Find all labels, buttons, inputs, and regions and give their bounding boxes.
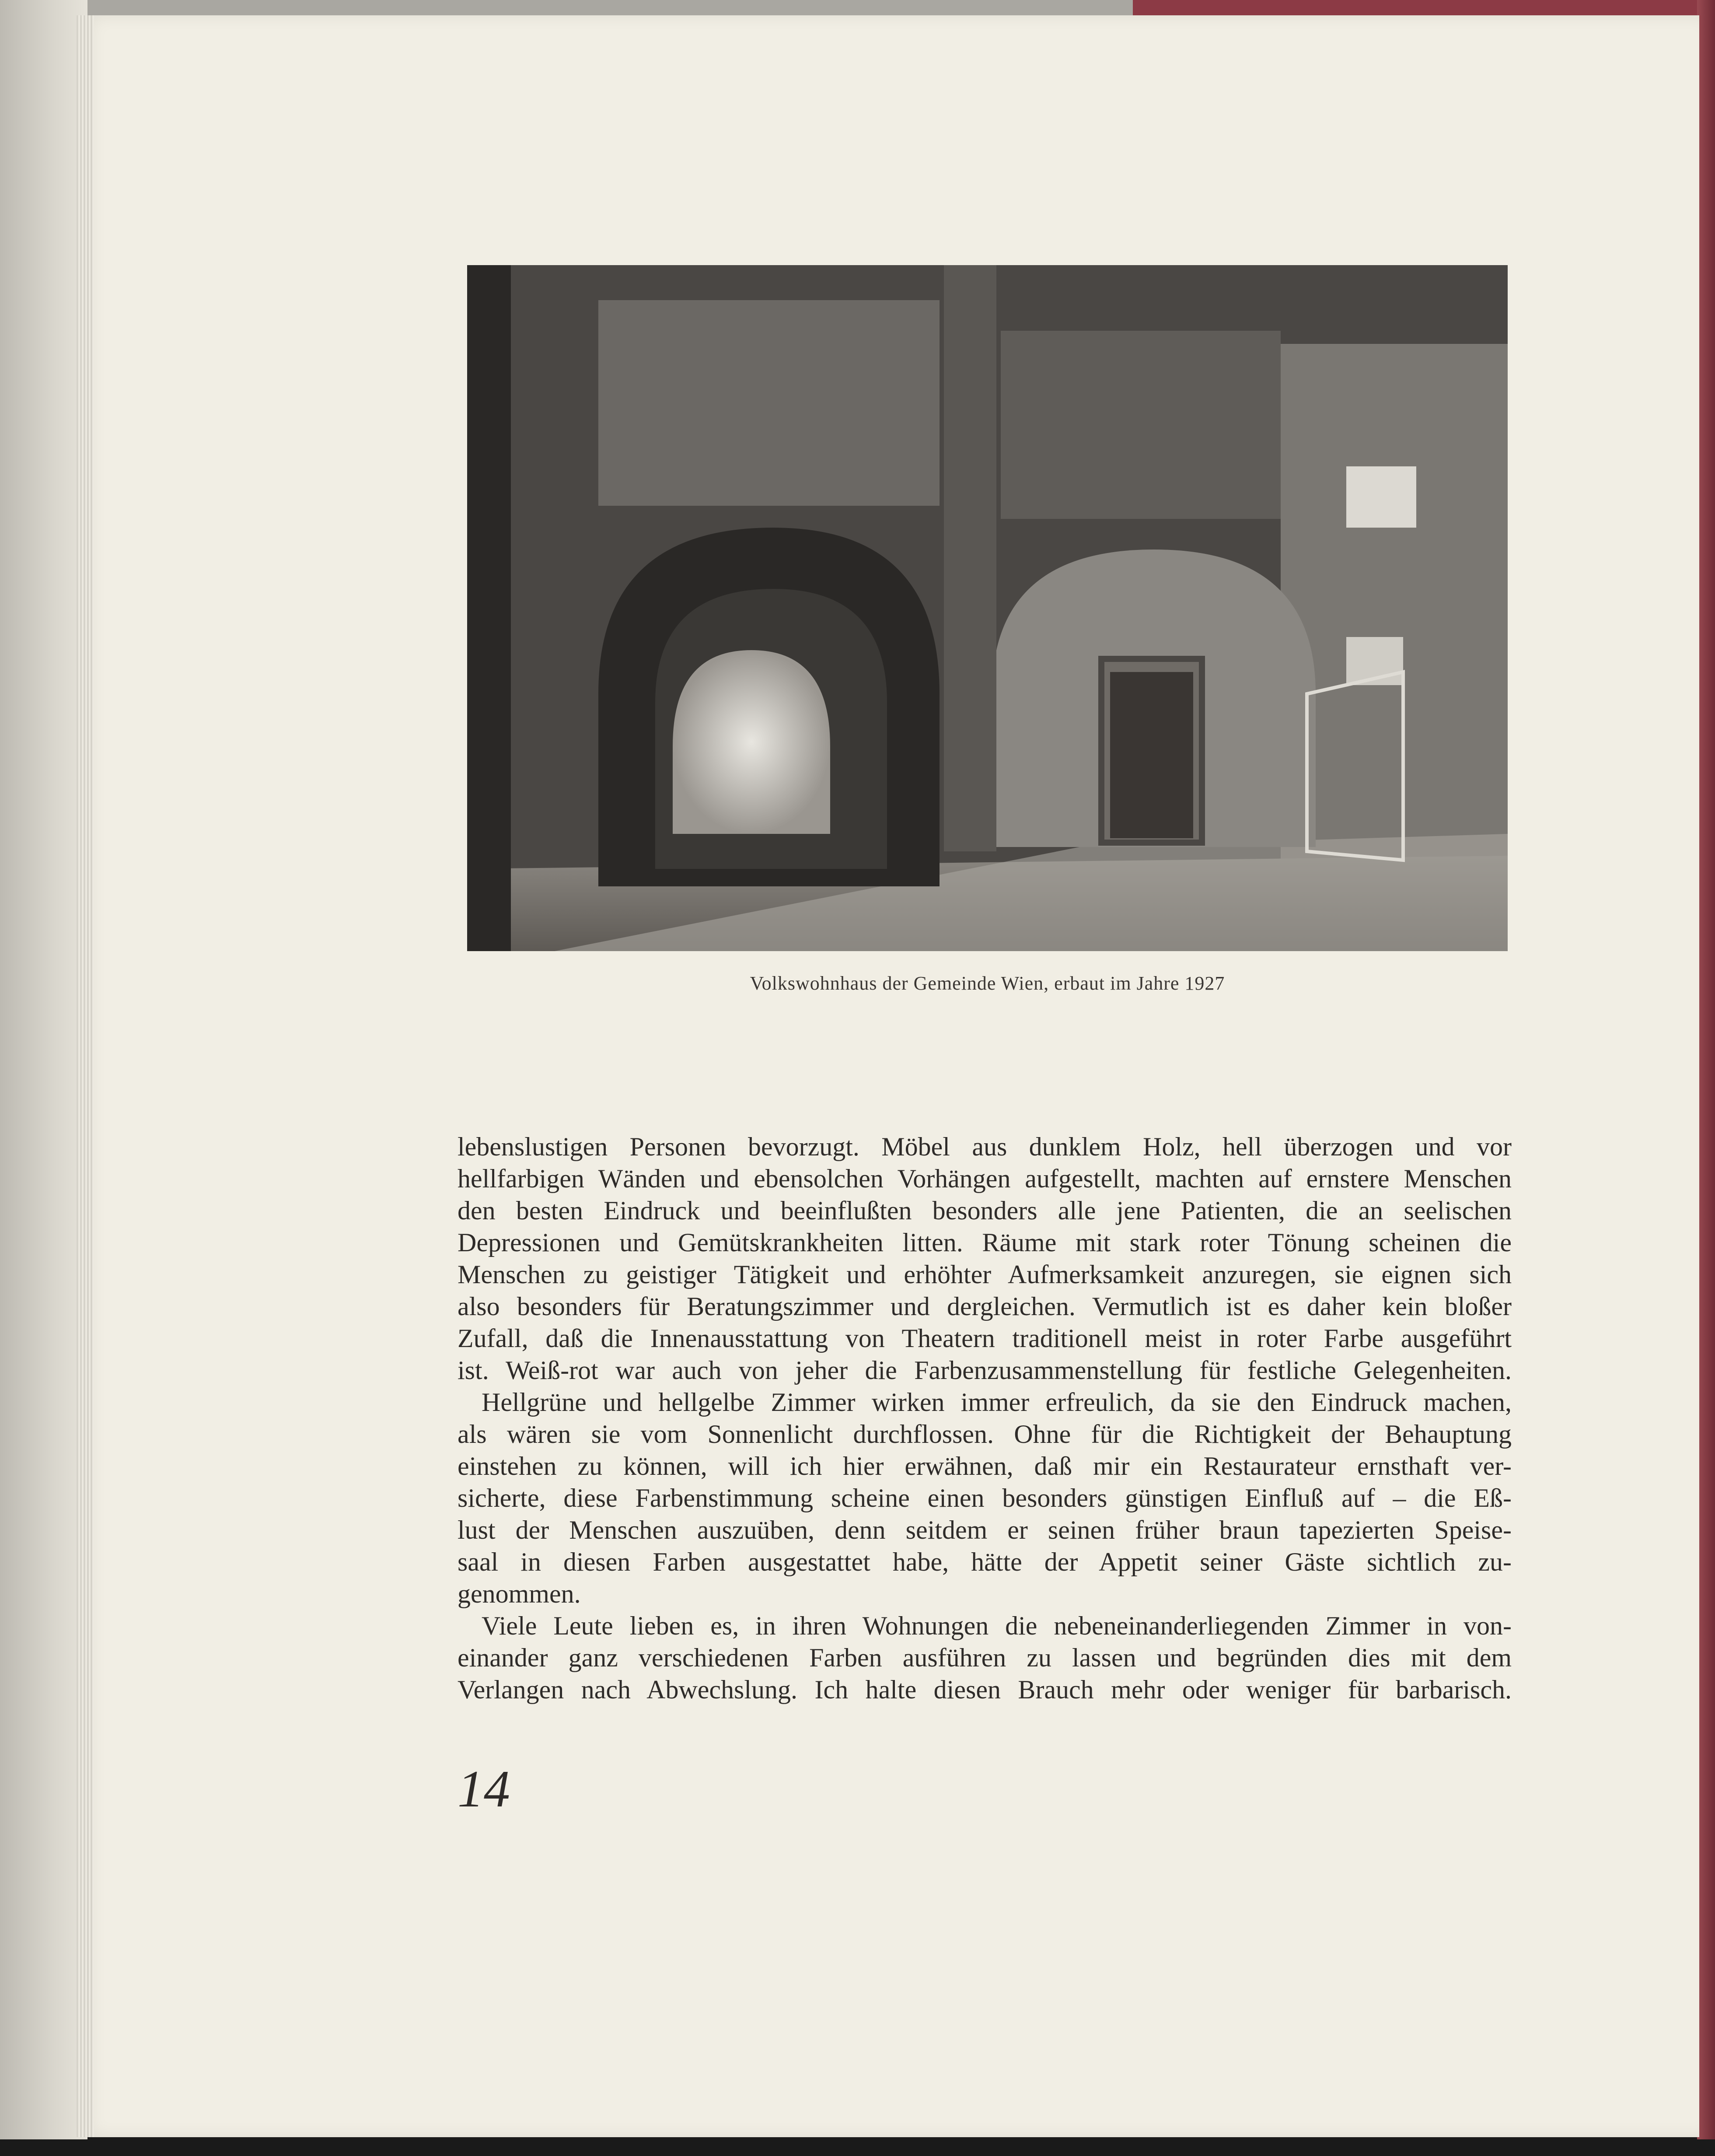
text-line: Hellgrüne und hellgelbe Zimmer wirken immer erfreulich, da sie den Eindruck machen, xyxy=(482,1388,1512,1417)
text-line: lebenslustigen Personen bevorzugt. Möbel aus dunklem Holz, hell überzogen und vor xyxy=(458,1132,1512,1161)
book-cover-left xyxy=(0,0,87,2139)
text-line: als wären sie vom Sonnenlicht durchflossen. Ohne für die Richtigkeit der Behauptung xyxy=(458,1420,1512,1449)
page-number: 14 xyxy=(458,1760,510,1818)
text-line: Verlangen nach Abwechslung. Ich halte diesen Brauch mehr oder weniger für barbarisch. xyxy=(458,1675,1512,1704)
text-line: einstehen zu können, will ich hier erwähnen, daß mir ein Restaurateur ernsthaft ver- xyxy=(458,1452,1512,1480)
text-line: lust der Menschen auszuüben, denn seitdem er seinen früher braun tapezierten Speise- xyxy=(458,1516,1512,1544)
text-line: Viele Leute lieben es, in ihren Wohnungen die nebeneinanderliegenden Zimmer in von- xyxy=(482,1611,1512,1640)
text-line: den besten Eindruck und beeinflußten besonders alle jene Patienten, die an seelischen xyxy=(458,1196,1512,1225)
text-line: Zufall, daß die Innenausstattung von Theatern traditionell meist in roter Farbe ausgeführt xyxy=(458,1324,1512,1353)
text-line: saal in diesen Farben ausgestattet habe, hätte der Appetit seiner Gäste sichtlich zu- xyxy=(458,1547,1512,1576)
text-line: einander ganz verschiedenen Farben ausführen zu lassen und begründen dies mit dem xyxy=(458,1643,1512,1672)
figure-caption: Volkswohnhaus der Gemeinde Wien, erbaut im Jahre 1927 xyxy=(750,973,1225,994)
text-line: sicherte, diese Farbenstimmung scheine einen besonders günstigen Einfluß auf – die Eß- xyxy=(458,1484,1512,1512)
book-cover-edge xyxy=(0,0,1133,18)
text-line: Depressionen und Gemütskrankheiten litten. Räume mit stark roter Tönung scheinen die xyxy=(458,1228,1512,1257)
text-line: ist. Weiß-rot war auch von jeher die Farbenzusammenstellung für festliche Gelegenheiten. xyxy=(458,1356,1512,1385)
photograph-arcade-courtyard xyxy=(467,265,1508,951)
text-line: genommen. xyxy=(458,1579,581,1608)
body-text xyxy=(458,1131,1512,1706)
text-line: hellfarbigen Wänden und ebensolchen Vorhängen aufgestellt, machten auf ernstere Menschen xyxy=(458,1164,1512,1193)
book-cover-right xyxy=(1697,0,1715,2139)
text-line: Menschen zu geistiger Tätigkeit und erhöhter Aufmerksamkeit anzuregen, sie eignen sich xyxy=(458,1260,1512,1289)
text-line: also besonders für Beratungszimmer und dergleichen. Vermutlich ist es daher kein bloßer xyxy=(458,1292,1512,1321)
page-edges xyxy=(77,15,94,2137)
